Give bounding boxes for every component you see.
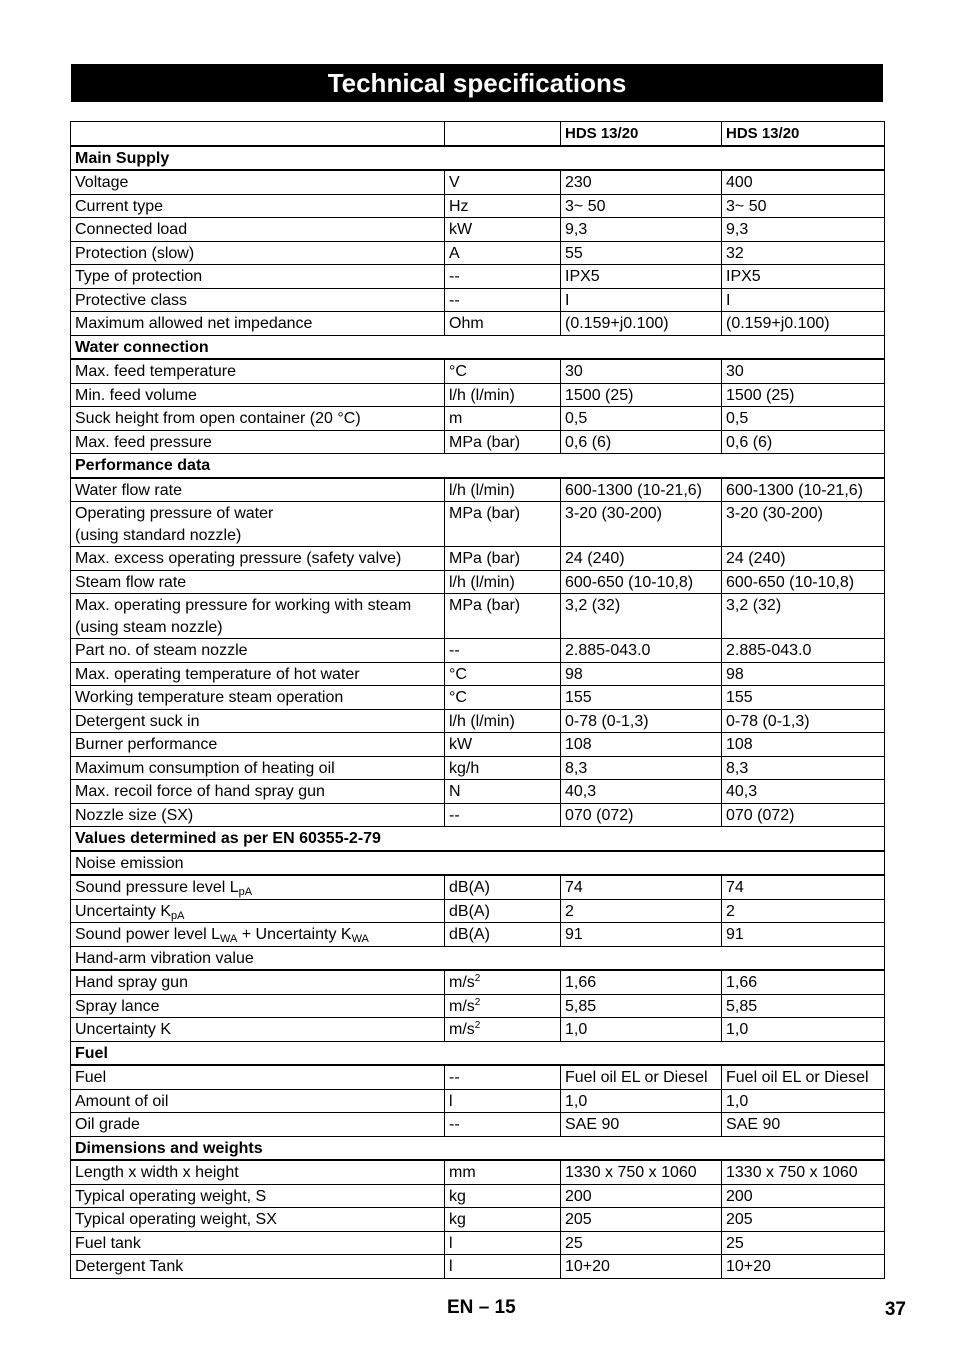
table-row: [71, 923, 885, 947]
row-unit-text: m/s: [449, 974, 475, 991]
row-value-model-2: (0.159+j0.100): [722, 312, 885, 336]
row-label: Protective class: [71, 288, 445, 312]
row-label: Typical operating weight, S: [71, 1184, 445, 1208]
row-unit: kW: [445, 733, 561, 757]
table-row: [71, 1208, 885, 1232]
table-row: [71, 899, 885, 923]
footer-page-label: [447, 1297, 516, 1319]
row-value-model-1: 2: [561, 899, 722, 923]
row-value-model-1: 600-650 (10-10,8): [561, 570, 722, 594]
table-row: [71, 1113, 885, 1137]
row-value-model-1: 1,0: [561, 1018, 722, 1042]
row-label-line-1: Operating pressure of water: [75, 505, 274, 522]
row-value-model-2: 91: [722, 923, 885, 947]
row-label: Oil grade: [71, 1113, 445, 1137]
row-value-model-2: 600-650 (10-10,8): [722, 570, 885, 594]
row-value-model-2: 205: [722, 1208, 885, 1232]
row-value-model-1: 98: [561, 662, 722, 686]
row-value-model-1: 0,6 (6): [561, 430, 722, 454]
row-value-model-2: 74: [722, 875, 885, 899]
section-title: Performance data: [71, 454, 885, 478]
row-value-model-2: 9,3: [722, 218, 885, 242]
table-row: [71, 662, 885, 686]
row-label-line-2: (using standard nozzle): [75, 526, 242, 544]
table-row: [71, 194, 885, 218]
row-unit: °C: [445, 686, 561, 710]
table-row: [71, 170, 885, 194]
row-value-model-2: I: [722, 288, 885, 312]
row-value-model-1: 9,3: [561, 218, 722, 242]
table-row: [71, 594, 885, 639]
row-value-model-1: 1500 (25): [561, 383, 722, 407]
row-label: Length x width x height: [71, 1160, 445, 1184]
row-value-model-2: IPX5: [722, 265, 885, 289]
table-row: [71, 502, 885, 547]
row-value-model-1: 230: [561, 170, 722, 194]
row-label: Burner performance: [71, 733, 445, 757]
table-row: [71, 1255, 885, 1279]
table-row: [71, 407, 885, 431]
row-value-model-1: 600-1300 (10-21,6): [561, 478, 722, 502]
row-label: Water flow rate: [71, 478, 445, 502]
row-value-model-2: 25: [722, 1231, 885, 1255]
row-value-model-1: 10+20: [561, 1255, 722, 1279]
row-unit-text: m/s: [449, 1021, 475, 1038]
row-value-model-2: 1500 (25): [722, 383, 885, 407]
row-label-line-1: Max. operating pressure for working with steam: [75, 597, 412, 614]
footer-page-number: 37: [884, 1299, 906, 1320]
row-unit: [445, 970, 561, 994]
row-value-model-2: 1,0: [722, 1089, 885, 1113]
footer-lang: EN: [447, 1297, 474, 1318]
row-unit: l/h (l/min): [445, 570, 561, 594]
row-value-model-2: Fuel oil EL or Diesel: [722, 1065, 885, 1089]
row-value-model-1: 2.885-043.0: [561, 639, 722, 663]
specifications-table: [70, 121, 885, 1279]
row-unit-superscript: 2: [474, 973, 481, 984]
row-value-model-2: 1,0: [722, 1018, 885, 1042]
row-label-subscript: WA: [219, 933, 238, 945]
table-row: [71, 312, 885, 336]
section-title: Water connection: [71, 335, 885, 359]
row-value-model-1: 0-78 (0-1,3): [561, 709, 722, 733]
row-label: [71, 875, 445, 899]
row-unit: --: [445, 288, 561, 312]
row-label: Maximum consumption of heating oil: [71, 756, 445, 780]
section-title: Main Supply: [71, 146, 885, 171]
row-unit: l/h (l/min): [445, 709, 561, 733]
row-value-model-2: 0,5: [722, 407, 885, 431]
row-label: Protection (slow): [71, 241, 445, 265]
row-value-model-2: 400: [722, 170, 885, 194]
row-value-model-1: 3~ 50: [561, 194, 722, 218]
row-value-model-2: 3~ 50: [722, 194, 885, 218]
table-row: [71, 1231, 885, 1255]
table-row: [71, 1184, 885, 1208]
row-unit: dB(A): [445, 899, 561, 923]
table-row: [71, 570, 885, 594]
row-value-model-1: 3,2 (32): [561, 594, 722, 639]
row-label: Maximum allowed net impedance: [71, 312, 445, 336]
row-value-model-1: 55: [561, 241, 722, 265]
row-value-model-1: 3-20 (30-200): [561, 502, 722, 547]
table-row: [71, 547, 885, 571]
row-label: Working temperature steam operation: [71, 686, 445, 710]
row-label: Detergent Tank: [71, 1255, 445, 1279]
row-label-subscript-2: WA: [351, 933, 369, 945]
row-unit: MPa (bar): [445, 502, 561, 547]
table-row: [71, 383, 885, 407]
section-header-row: [71, 1041, 885, 1065]
table-row: [71, 1065, 885, 1089]
row-unit: A: [445, 241, 561, 265]
row-label: Max. operating temperature of hot water: [71, 662, 445, 686]
row-unit: m: [445, 407, 561, 431]
row-label-text: Uncertainty K: [75, 902, 172, 920]
row-value-model-1: 5,85: [561, 994, 722, 1018]
row-label: Type of protection: [71, 265, 445, 289]
row-label: Steam flow rate: [71, 570, 445, 594]
row-value-model-1: 200: [561, 1184, 722, 1208]
table-row: [71, 265, 885, 289]
row-label: Typical operating weight, SX: [71, 1208, 445, 1232]
row-value-model-1: (0.159+j0.100): [561, 312, 722, 336]
row-value-model-2: 10+20: [722, 1255, 885, 1279]
row-label: Amount of oil: [71, 1089, 445, 1113]
row-label: Current type: [71, 194, 445, 218]
section-header-row: [71, 335, 885, 359]
table-row: [71, 478, 885, 502]
row-value-model-2: 98: [722, 662, 885, 686]
table-row: [71, 994, 885, 1018]
row-unit: kW: [445, 218, 561, 242]
table-row: [71, 1089, 885, 1113]
row-label-text: Sound pressure level L: [75, 879, 239, 896]
row-value-model-2: 070 (072): [722, 803, 885, 827]
group-label-row: [71, 851, 885, 876]
table-row: [71, 733, 885, 757]
row-label: Fuel tank: [71, 1231, 445, 1255]
table-row: [71, 709, 885, 733]
row-value-model-1: 155: [561, 686, 722, 710]
row-value-model-1: 8,3: [561, 756, 722, 780]
row-label-text: Sound power level L: [75, 926, 220, 943]
header-cell-model-1: HDS 13/20: [561, 122, 722, 146]
row-value-model-1: I: [561, 288, 722, 312]
row-value-model-1: 25: [561, 1231, 722, 1255]
table-row: [71, 970, 885, 994]
row-unit: °C: [445, 359, 561, 383]
row-value-model-1: IPX5: [561, 265, 722, 289]
table-row: [71, 241, 885, 265]
row-label: [71, 899, 445, 923]
row-value-model-2: 8,3: [722, 756, 885, 780]
table-row: [71, 780, 885, 804]
row-unit-text: m/s: [449, 997, 475, 1015]
row-label-subscript: pA: [238, 886, 253, 898]
row-label: [71, 502, 445, 547]
row-value-model-2: 32: [722, 241, 885, 265]
row-label: Max. excess operating pressure (safety valve): [71, 547, 445, 571]
row-unit: l/h (l/min): [445, 383, 561, 407]
row-unit-superscript: 2: [474, 1020, 481, 1031]
section-title: Dimensions and weights: [71, 1136, 885, 1160]
row-label: [71, 594, 445, 639]
row-value-model-1: 070 (072): [561, 803, 722, 827]
row-unit: l: [445, 1255, 561, 1279]
row-value-model-2: 1,66: [722, 970, 885, 994]
section-header-row: [71, 454, 885, 478]
row-unit: --: [445, 1065, 561, 1089]
row-unit: MPa (bar): [445, 594, 561, 639]
section-header-row: [71, 146, 885, 171]
table-row: [71, 1018, 885, 1042]
row-unit: l: [445, 1089, 561, 1113]
row-value-model-2: 24 (240): [722, 547, 885, 571]
row-unit: [445, 994, 561, 1018]
group-label: Noise emission: [71, 851, 885, 876]
row-value-model-2: 30: [722, 359, 885, 383]
row-value-model-1: 205: [561, 1208, 722, 1232]
table-row: [71, 756, 885, 780]
row-value-model-2: 108: [722, 733, 885, 757]
row-value-model-2: SAE 90: [722, 1113, 885, 1137]
row-value-model-1: 24 (240): [561, 547, 722, 571]
table-row: [71, 218, 885, 242]
row-value-model-2: 40,3: [722, 780, 885, 804]
row-label: Voltage: [71, 170, 445, 194]
row-value-model-2: 2.885-043.0: [722, 639, 885, 663]
row-label: Max. feed temperature: [71, 359, 445, 383]
table-row: [71, 639, 885, 663]
row-label-line-2: (using steam nozzle): [75, 618, 223, 636]
table-row: [71, 875, 885, 899]
section-title: Fuel: [71, 1041, 885, 1065]
row-value-model-2: 3,2 (32): [722, 594, 885, 639]
header-cell-unit: [445, 122, 561, 146]
row-unit: kg/h: [445, 756, 561, 780]
row-value-model-1: 0,5: [561, 407, 722, 431]
row-value-model-2: 155: [722, 686, 885, 710]
row-label-text-2: + Uncertainty K: [237, 926, 352, 943]
row-unit: V: [445, 170, 561, 194]
table-row: [71, 288, 885, 312]
table-header-row: [71, 122, 885, 146]
header-cell-label: [71, 122, 445, 146]
row-unit-superscript: 2: [474, 996, 481, 1008]
row-value-model-2: 5,85: [722, 994, 885, 1018]
row-label: Min. feed volume: [71, 383, 445, 407]
row-unit: N: [445, 780, 561, 804]
row-label: [71, 923, 445, 947]
row-unit: --: [445, 639, 561, 663]
page-title: Technical specifications: [71, 64, 883, 102]
row-label: Fuel: [71, 1065, 445, 1089]
row-value-model-2: 3-20 (30-200): [722, 502, 885, 547]
table-row: [71, 359, 885, 383]
row-label: Nozzle size (SX): [71, 803, 445, 827]
row-unit: l: [445, 1231, 561, 1255]
row-unit: MPa (bar): [445, 547, 561, 571]
row-value-model-1: 1,66: [561, 970, 722, 994]
section-header-row: [71, 1136, 885, 1160]
row-label: Part no. of steam nozzle: [71, 639, 445, 663]
table-row: [71, 686, 885, 710]
row-label: Detergent suck in: [71, 709, 445, 733]
header-cell-model-2: HDS 13/20: [722, 122, 885, 146]
row-label: Max. feed pressure: [71, 430, 445, 454]
row-value-model-1: 30: [561, 359, 722, 383]
row-label: Suck height from open container (20 °C): [71, 407, 445, 431]
row-unit: dB(A): [445, 875, 561, 899]
row-value-model-2: 200: [722, 1184, 885, 1208]
section-title: Values determined as per EN 60355-2-79: [71, 827, 885, 851]
row-unit: --: [445, 803, 561, 827]
table-row: [71, 803, 885, 827]
row-value-model-1: 1330 x 750 x 1060: [561, 1160, 722, 1184]
row-label: Spray lance: [71, 994, 445, 1018]
row-value-model-2: 2: [722, 899, 885, 923]
row-unit: l/h (l/min): [445, 478, 561, 502]
row-label: Hand spray gun: [71, 970, 445, 994]
row-value-model-1: 91: [561, 923, 722, 947]
row-unit: kg: [445, 1184, 561, 1208]
section-header-row: [71, 827, 885, 851]
row-label: Max. recoil force of hand spray gun: [71, 780, 445, 804]
table-row: [71, 1160, 885, 1184]
row-value-model-1: 74: [561, 875, 722, 899]
row-value-model-1: SAE 90: [561, 1113, 722, 1137]
row-unit: --: [445, 1113, 561, 1137]
row-label: Connected load: [71, 218, 445, 242]
group-label: Hand-arm vibration value: [71, 946, 885, 970]
row-unit: [445, 1018, 561, 1042]
row-unit: kg: [445, 1208, 561, 1232]
row-unit: Hz: [445, 194, 561, 218]
row-value-model-1: 40,3: [561, 780, 722, 804]
table-row: [71, 430, 885, 454]
row-value-model-1: Fuel oil EL or Diesel: [561, 1065, 722, 1089]
row-unit: Ohm: [445, 312, 561, 336]
footer-page-ref: – 15: [478, 1297, 516, 1318]
row-value-model-2: 0,6 (6): [722, 430, 885, 454]
row-value-model-1: 108: [561, 733, 722, 757]
row-value-model-2: 1330 x 750 x 1060: [722, 1160, 885, 1184]
row-value-model-1: 1,0: [561, 1089, 722, 1113]
group-label-row: [71, 946, 885, 970]
row-unit: dB(A): [445, 923, 561, 947]
row-unit: MPa (bar): [445, 430, 561, 454]
row-value-model-2: 600-1300 (10-21,6): [722, 478, 885, 502]
row-label: Uncertainty K: [71, 1018, 445, 1042]
row-unit: --: [445, 265, 561, 289]
row-unit: mm: [445, 1160, 561, 1184]
row-value-model-2: 0-78 (0-1,3): [722, 709, 885, 733]
row-label-subscript: pA: [171, 909, 185, 922]
row-unit: °C: [445, 662, 561, 686]
